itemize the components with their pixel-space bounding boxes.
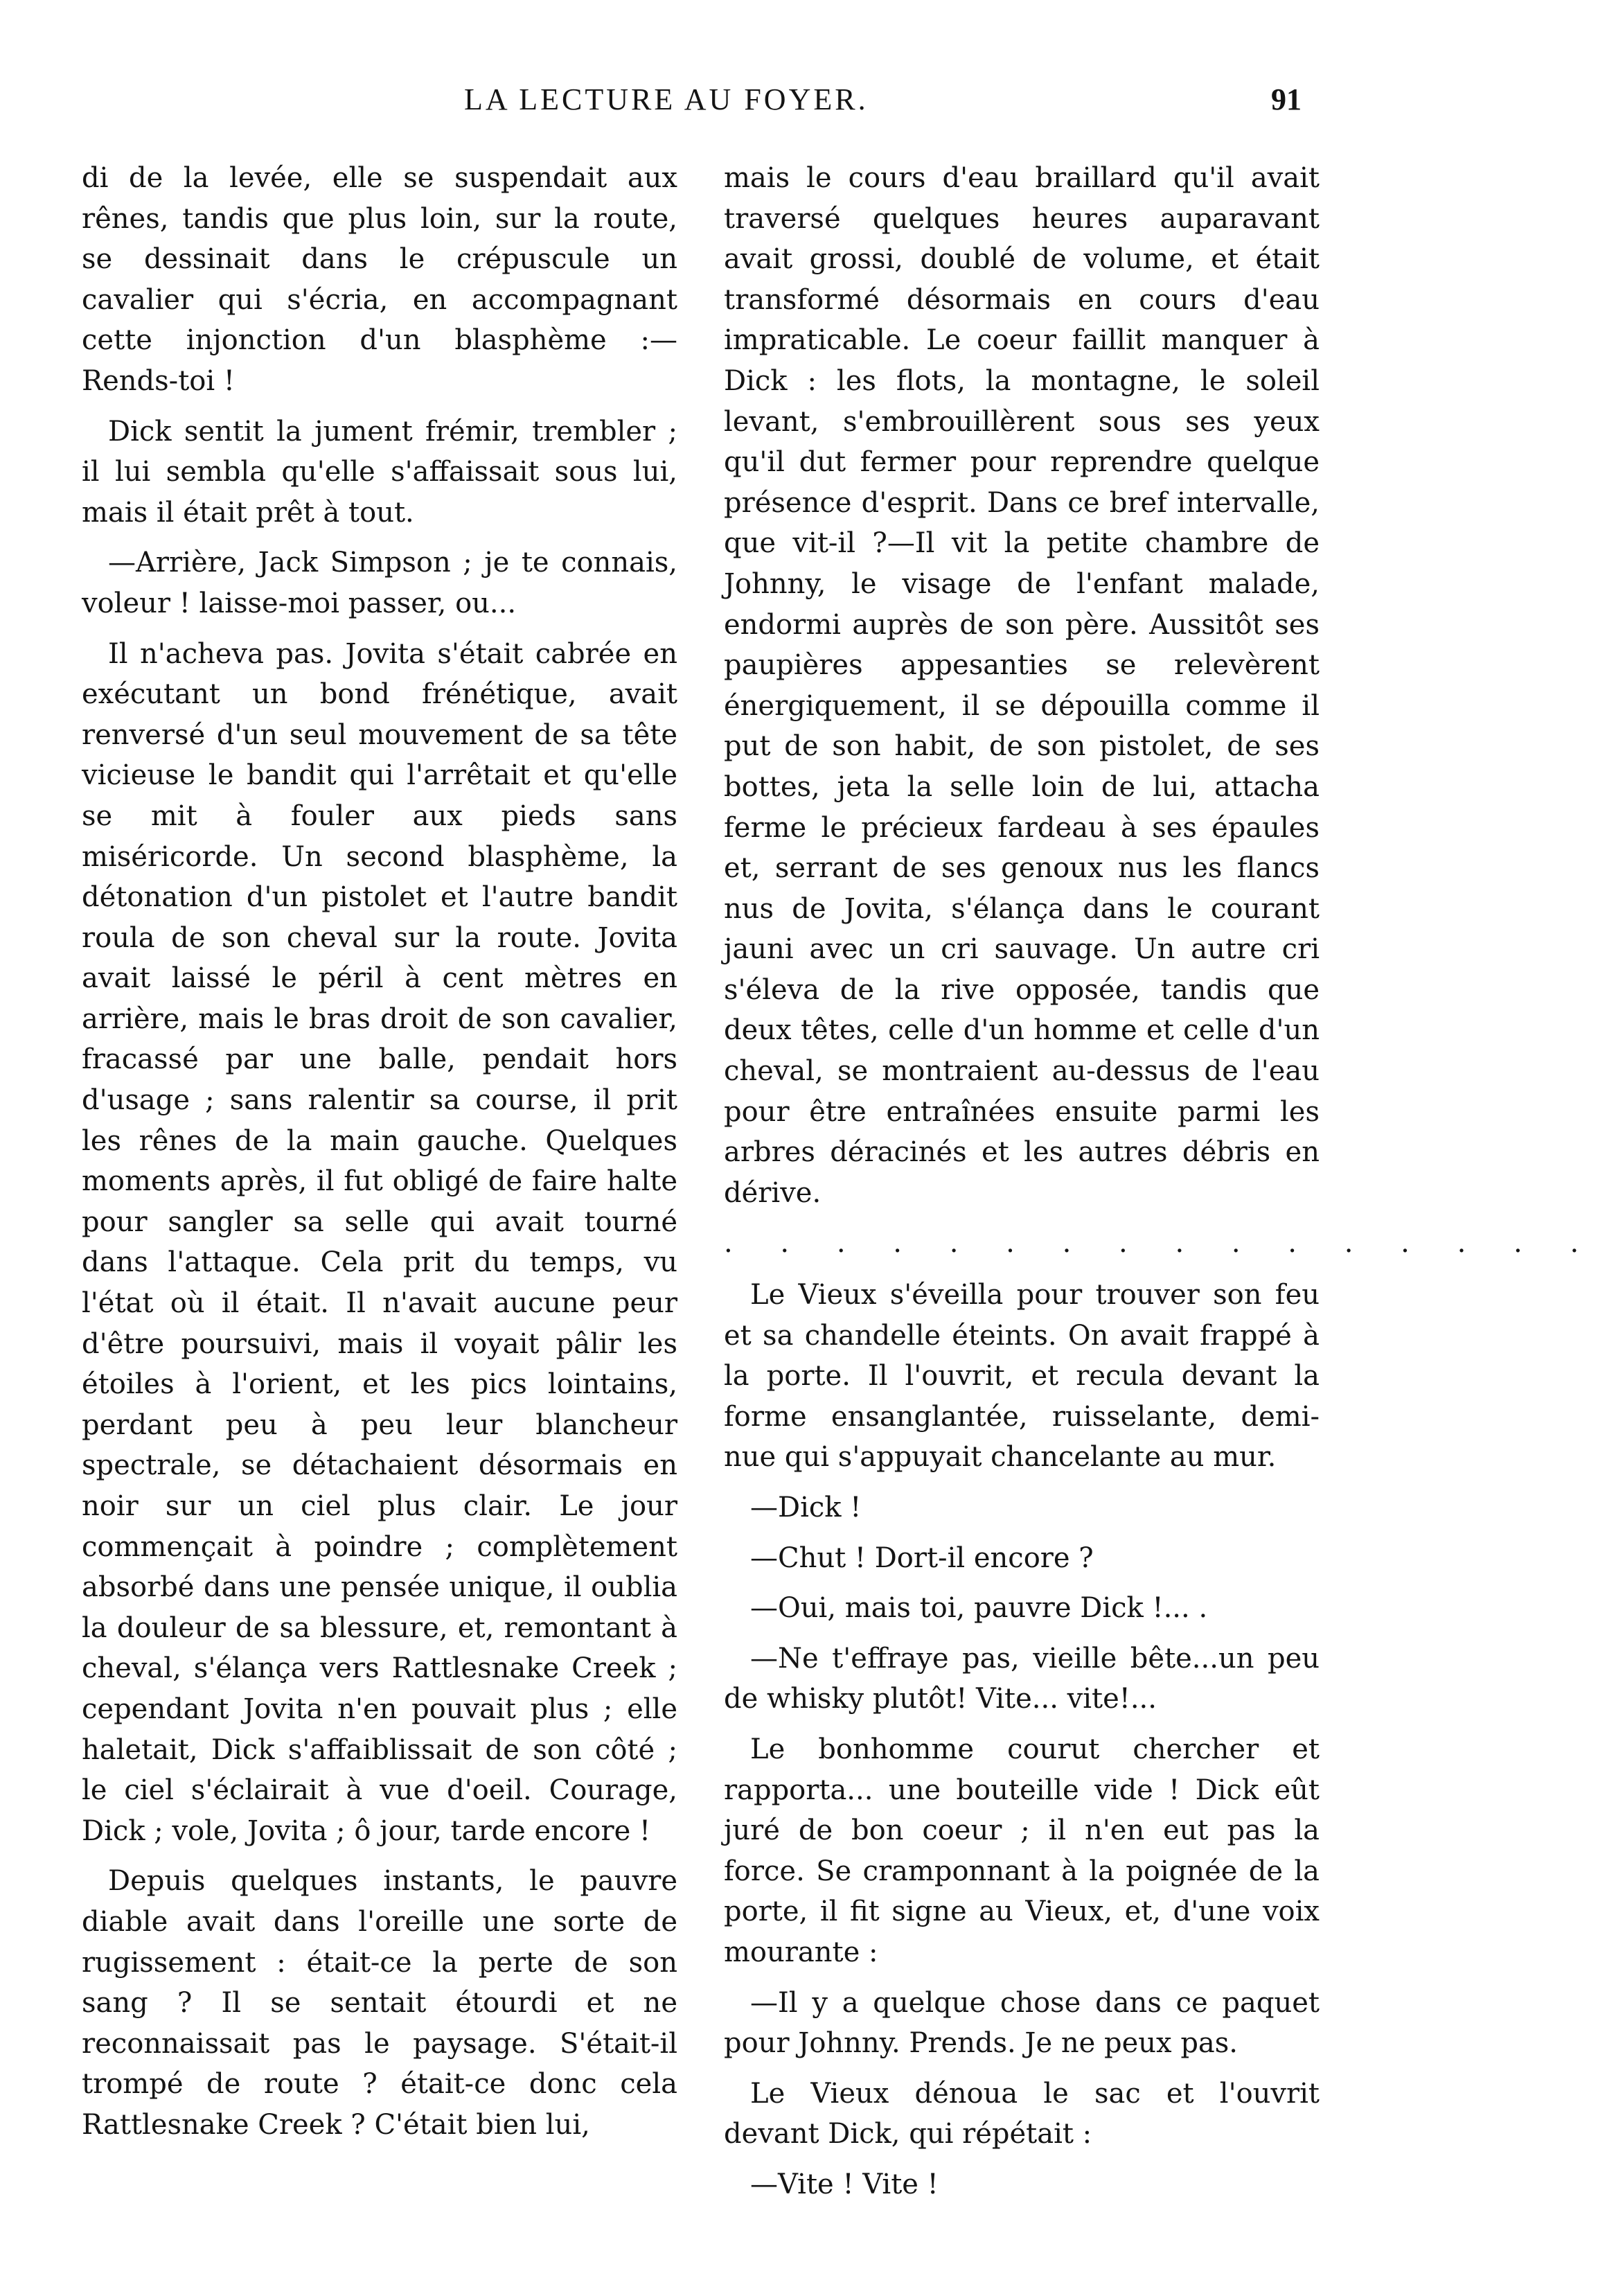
- dialogue-line: —Il y a quelque chose dans ce paquet pour Johnny. Prends. Je ne peux pas.: [724, 1986, 1320, 2060]
- running-title: LA LECTURE AU FOYER.: [464, 82, 869, 116]
- paragraph: Le Vieux dénoua le sac et l'ouvrit devant Dick, qui répétait :: [724, 2077, 1320, 2151]
- section-break: . . . . . . . . . . . . . . . .: [724, 1227, 1598, 1260]
- left-column: [82, 158, 677, 2155]
- dialogue-line: —Oui, mais toi, pauvre Dick !... .: [750, 1592, 1208, 1625]
- page-header: [0, 82, 1423, 130]
- dialogue-line: —Chut ! Dort-il encore ?: [750, 1542, 1094, 1574]
- paragraph: Dick sentit la jument frémir, trembler ; il lui sembla qu'elle s'affaissait sous lui, mais il était prêt à tout.: [82, 415, 677, 529]
- paragraph: Il n'acheva pas. Jovita s'était cabrée en exécutant un bond frénétique, avait renversé d'un seul mouvement de sa tête vicieuse le bandit qui l'arrêtait et qu'elle se mit à fouler aux pieds sans miséricorde. Un second blasphème, la détonation d'un pistolet et l'autre bandit roula de son cheval sur la route. Jovita avait laissé le péril à cent mètres en arrière, mais le bras droit de son cavalier, fracassé par une balle, pendait hors d'usage ; sans ralentir sa course, il prit les rênes de la main gauche. Quelques moments après, il fut obligé de faire halte pour sangler sa selle qui avait tourné dans l'attaque. Cela prit du temps, vu l'état où il était. Il n'avait aucune peur d'être poursuivi, mais il voyait pâlir les étoiles à l'orient, et les pics lointains, perdant peu à peu leur blancheur spectrale, se détachaient désormais en noir sur un ciel plus clair. Le jour commençait à poindre ; complètement absorbé dans une pensée unique, il oublia la douleur de sa blessure, et, remontant à cheval, s'élança vers Rattlesnake Creek ; cependant Jovita n'en pouvait plus ; elle haletait, Dick s'affaiblissait de son côté ; le ciel s'éclairait à vue d'oeil. Courage, Dick ; vole, Jovita ; ô jour, tarde encore !: [82, 637, 677, 1847]
- page-number: 91: [1271, 82, 1302, 116]
- right-column: [724, 158, 1598, 2215]
- paragraph: —Arrière, Jack Simpson ; je te connais, voleur ! laisse-moi passer, ou...: [82, 547, 677, 619]
- dialogue-line: —Dick !: [750, 1492, 862, 1524]
- paragraph: Le bonhomme courut chercher et rapporta... une bouteille vide ! Dick eût juré de bon coeur ; il n'en eut pas la force. Se cramponnant à la poignée de la porte, il fit signe au Vieux, et, d'une voix mourante :: [724, 1733, 1320, 1968]
- paragraph: Le Vieux s'éveilla pour trouver son feu et sa chandelle éteints. On avait frappé à la porte. Il l'ouvrit, et recula devant la forme ensanglantée, ruisselante, demi-nue qui s'appuyait chancelante au mur.: [724, 1279, 1320, 1474]
- dialogue-line: —Vite ! Vite !: [750, 2168, 939, 2200]
- paragraph: mais le cours d'eau braillard qu'il avait traversé quelques heures auparavant avait grossi, doublé de volume, et était transformé désormais en cours d'eau impraticable. Le coeur faillit manquer à Dick : les flots, la montagne, le soleil levant, s'embrouillèrent sous ses yeux qu'il dut fermer pour reprendre quelque présence d'esprit. Dans ce bref intervalle, que vit-il ?—Il vit la petite chambre de Johnny, le visage de l'enfant malade, endormi auprès de son père. Aussitôt ses paupières appesanties se relevèrent énergiquement, il se dépouilla comme il put de son habit, de son pistolet, de ses bottes, jeta la selle loin de lui, attacha ferme le précieux fardeau à ses épaules et, serrant de ses genoux nus les flancs nus de Jovita, s'élança dans le courant jauni avec un cri sauvage. Un autre cri s'éleva de la rive opposée, tandis que deux têtes, celle d'un homme et celle d'un cheval, se montraient au-dessus de l'eau pour être entraînées ensuite parmi les arbres déracinés et les autres débris en dérive.: [724, 162, 1320, 1209]
- paragraph: di de la levée, elle se suspendait aux rênes, tandis que plus loin, sur la route, se dessinait dans le crépuscule un cavalier qui s'écria, en accompagnant cette injonction d'un blasphème :— Rends-toi !: [82, 162, 677, 397]
- paragraph: Depuis quelques instants, le pauvre diable avait dans l'oreille une sorte de rugissement : était-ce la perte de son sang ? Il se sentait étourdi et ne reconnaissait pas le paysage. S'était-il trompé de route ? était-ce donc cela Rattlesnake Creek ? C'était bien lui,: [82, 1865, 677, 2141]
- dialogue-line: —Ne t'effraye pas, vieille bête...un peu de whisky plutôt! Vite... vite!...: [724, 1642, 1320, 1715]
